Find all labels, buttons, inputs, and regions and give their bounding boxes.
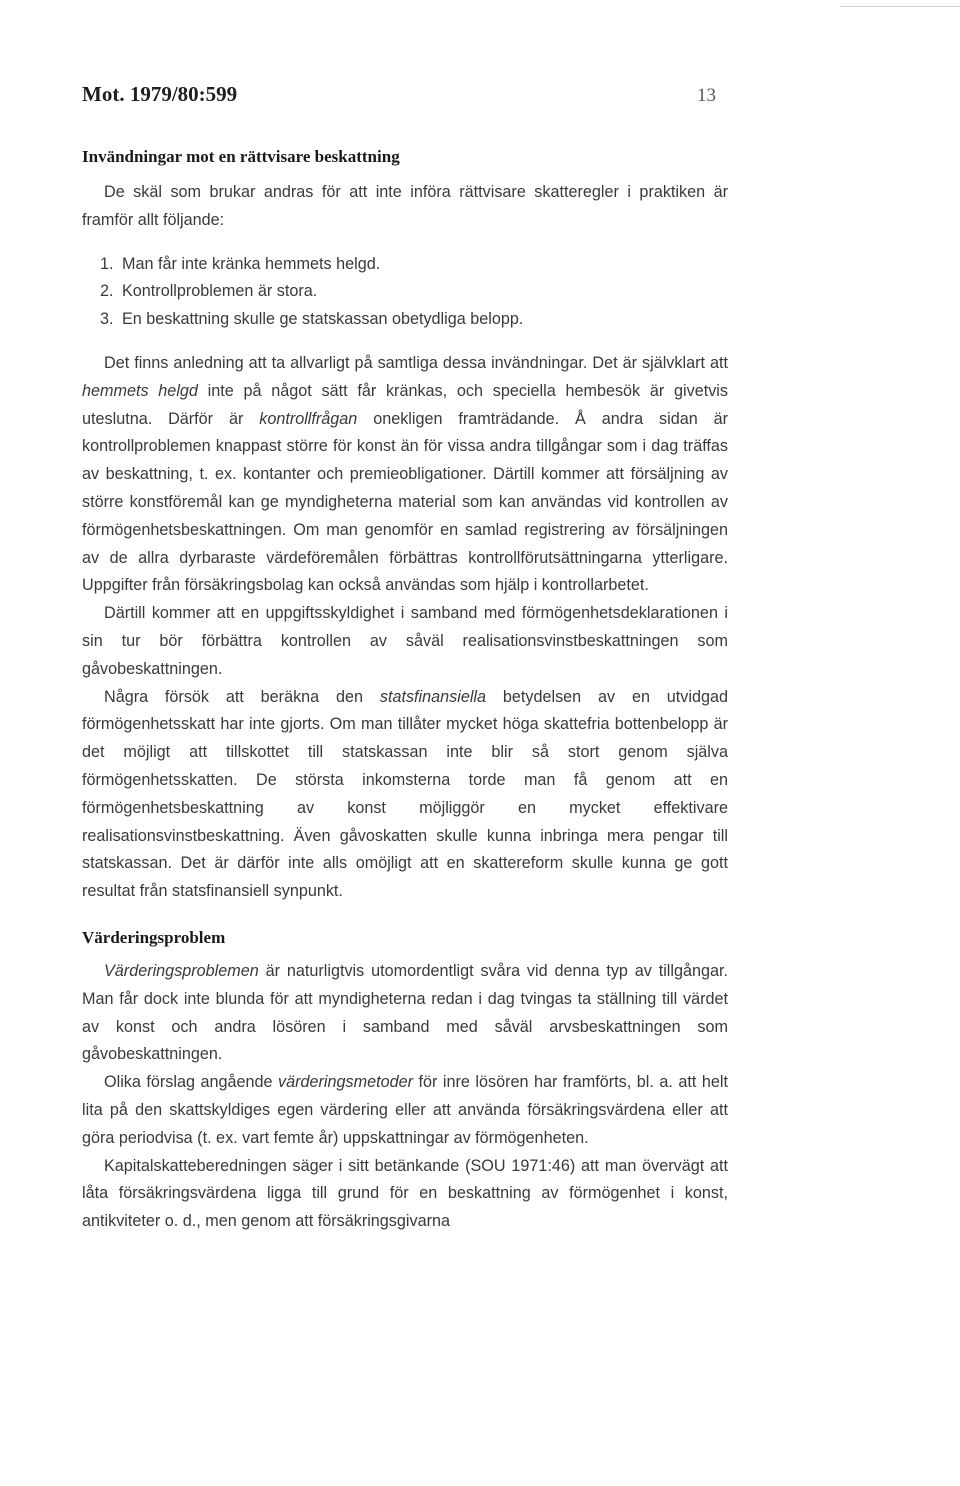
section-heading-objections: Invändningar mot en rättvisare beskattning [82, 147, 400, 166]
list-item: 3. En beskattning skulle ge statskassan obetydliga belopp. [100, 310, 524, 329]
section-heading-valuation: Värderingsproblem [82, 927, 226, 947]
document-page [82, 82, 728, 1236]
paragraph-methods: Olika förslag angående värderingsmetoder för inre lösören har framförts, bl. a. att helt lita på den skattskyldiges egen värdering eller att använda försäkringsvärdena eller att göra periodvisa (t. ex. vart femte år) uppskattningar av förmögenheten. [82, 1073, 728, 1147]
scan-edge-line [840, 6, 960, 7]
emphasis-control: kontrollfrågan [259, 409, 358, 428]
emphasis-valuation: Värderingsproblemen [104, 961, 259, 980]
paragraph-fiscal: Några försök att beräkna den statsfinansiella betydelsen av en utvidgad förmögenhetsskatt har inte gjorts. Om man tillåter mycket höga skattefria bottenbelopp är det möjligt att tillskottet till statskassan inte blir så stort genom själva förmögenhetsskatten. De största inkomsterna torde man få genom att en förmögenhetsbeskattning av konst möjliggör en mycket effektivare realisationsvinstbeskattning. Även gåvoskatten skulle kunna inbringa mera pengar till statskassan. Det är därför inte alls omöjligt att en skattereform skulle kunna ge gott resultat från statsfinansiell synpunkt. [82, 687, 728, 901]
list-item: 1. Man får inte kränka hemmets helgd. [100, 254, 381, 273]
motion-title: Mot. 1979/80:599 [82, 82, 238, 106]
list-item: 2. Kontrollproblemen är stora. [100, 282, 318, 301]
paragraph-committee: Kapitalskatteberedningen säger i sitt betänkande (SOU 1971:46) att man övervägt att låta försäkringsvärdena ligga till grund för en beskattning av förmögenhet i konst, antikviteter o. d., men genom att försäkringsgivarna [82, 1156, 728, 1231]
emphasis-fiscal: statsfinansiella [379, 687, 487, 706]
objection-list [82, 251, 728, 334]
page-number: 13 [697, 85, 716, 106]
intro-paragraph: De skäl som brukar andras för att inte införa rättvisare skatteregler i praktiken är framför allt följande: [82, 183, 728, 229]
emphasis-home: hemmets helgd [82, 381, 198, 400]
paragraph-declaration: Därtill kommer att en uppgiftsskyldighet i samband med förmögenhetsdeklarationen i sin tur bör förbättra kontrollen av såväl realisationsvinstbeskattningen som gåvobeskattningen. [82, 604, 728, 678]
paragraph-control: Det finns anledning att ta allvarligt på samtliga dessa invändningar. Det är självklart att hemmets helgd inte på något sätt får kränkas, och speciella hembesök är givetvis uteslutna. Därför är kontrollfrågan onekligen framträdande. Å andra sidan är kontrollproblemen knappast större för konst än för vissa andra tillgångar som i dag träffas av beskattning, t. ex. kontanter och premieobligationer. Därtill kommer att försäljning av större konstföremål kan ge myndigheterna material som kan användas vid kontrollen av förmögenhetsbeskattningen. Om man genomför en samlad registrering av försäljningen av de allra dyrbaraste värdeföremålen förbättras kontrollförutsättningarna ytterligare. Uppgifter från försäkringsbolag kan också användas som hjälp i kontrollarbetet. [82, 353, 728, 595]
emphasis-methods: värderingsmetoder [278, 1073, 413, 1092]
paragraph-valuation: Värderingsproblemen är naturligtvis utomordentligt svåra vid denna typ av tillgångar. Man får dock inte blunda för att myndigheterna redan i dag tvingas ta ställning till värdet av konst och andra lösören i samband med såväl arvsbeskattningen som gåvobeskattningen. [82, 961, 728, 1064]
running-head [82, 82, 728, 112]
